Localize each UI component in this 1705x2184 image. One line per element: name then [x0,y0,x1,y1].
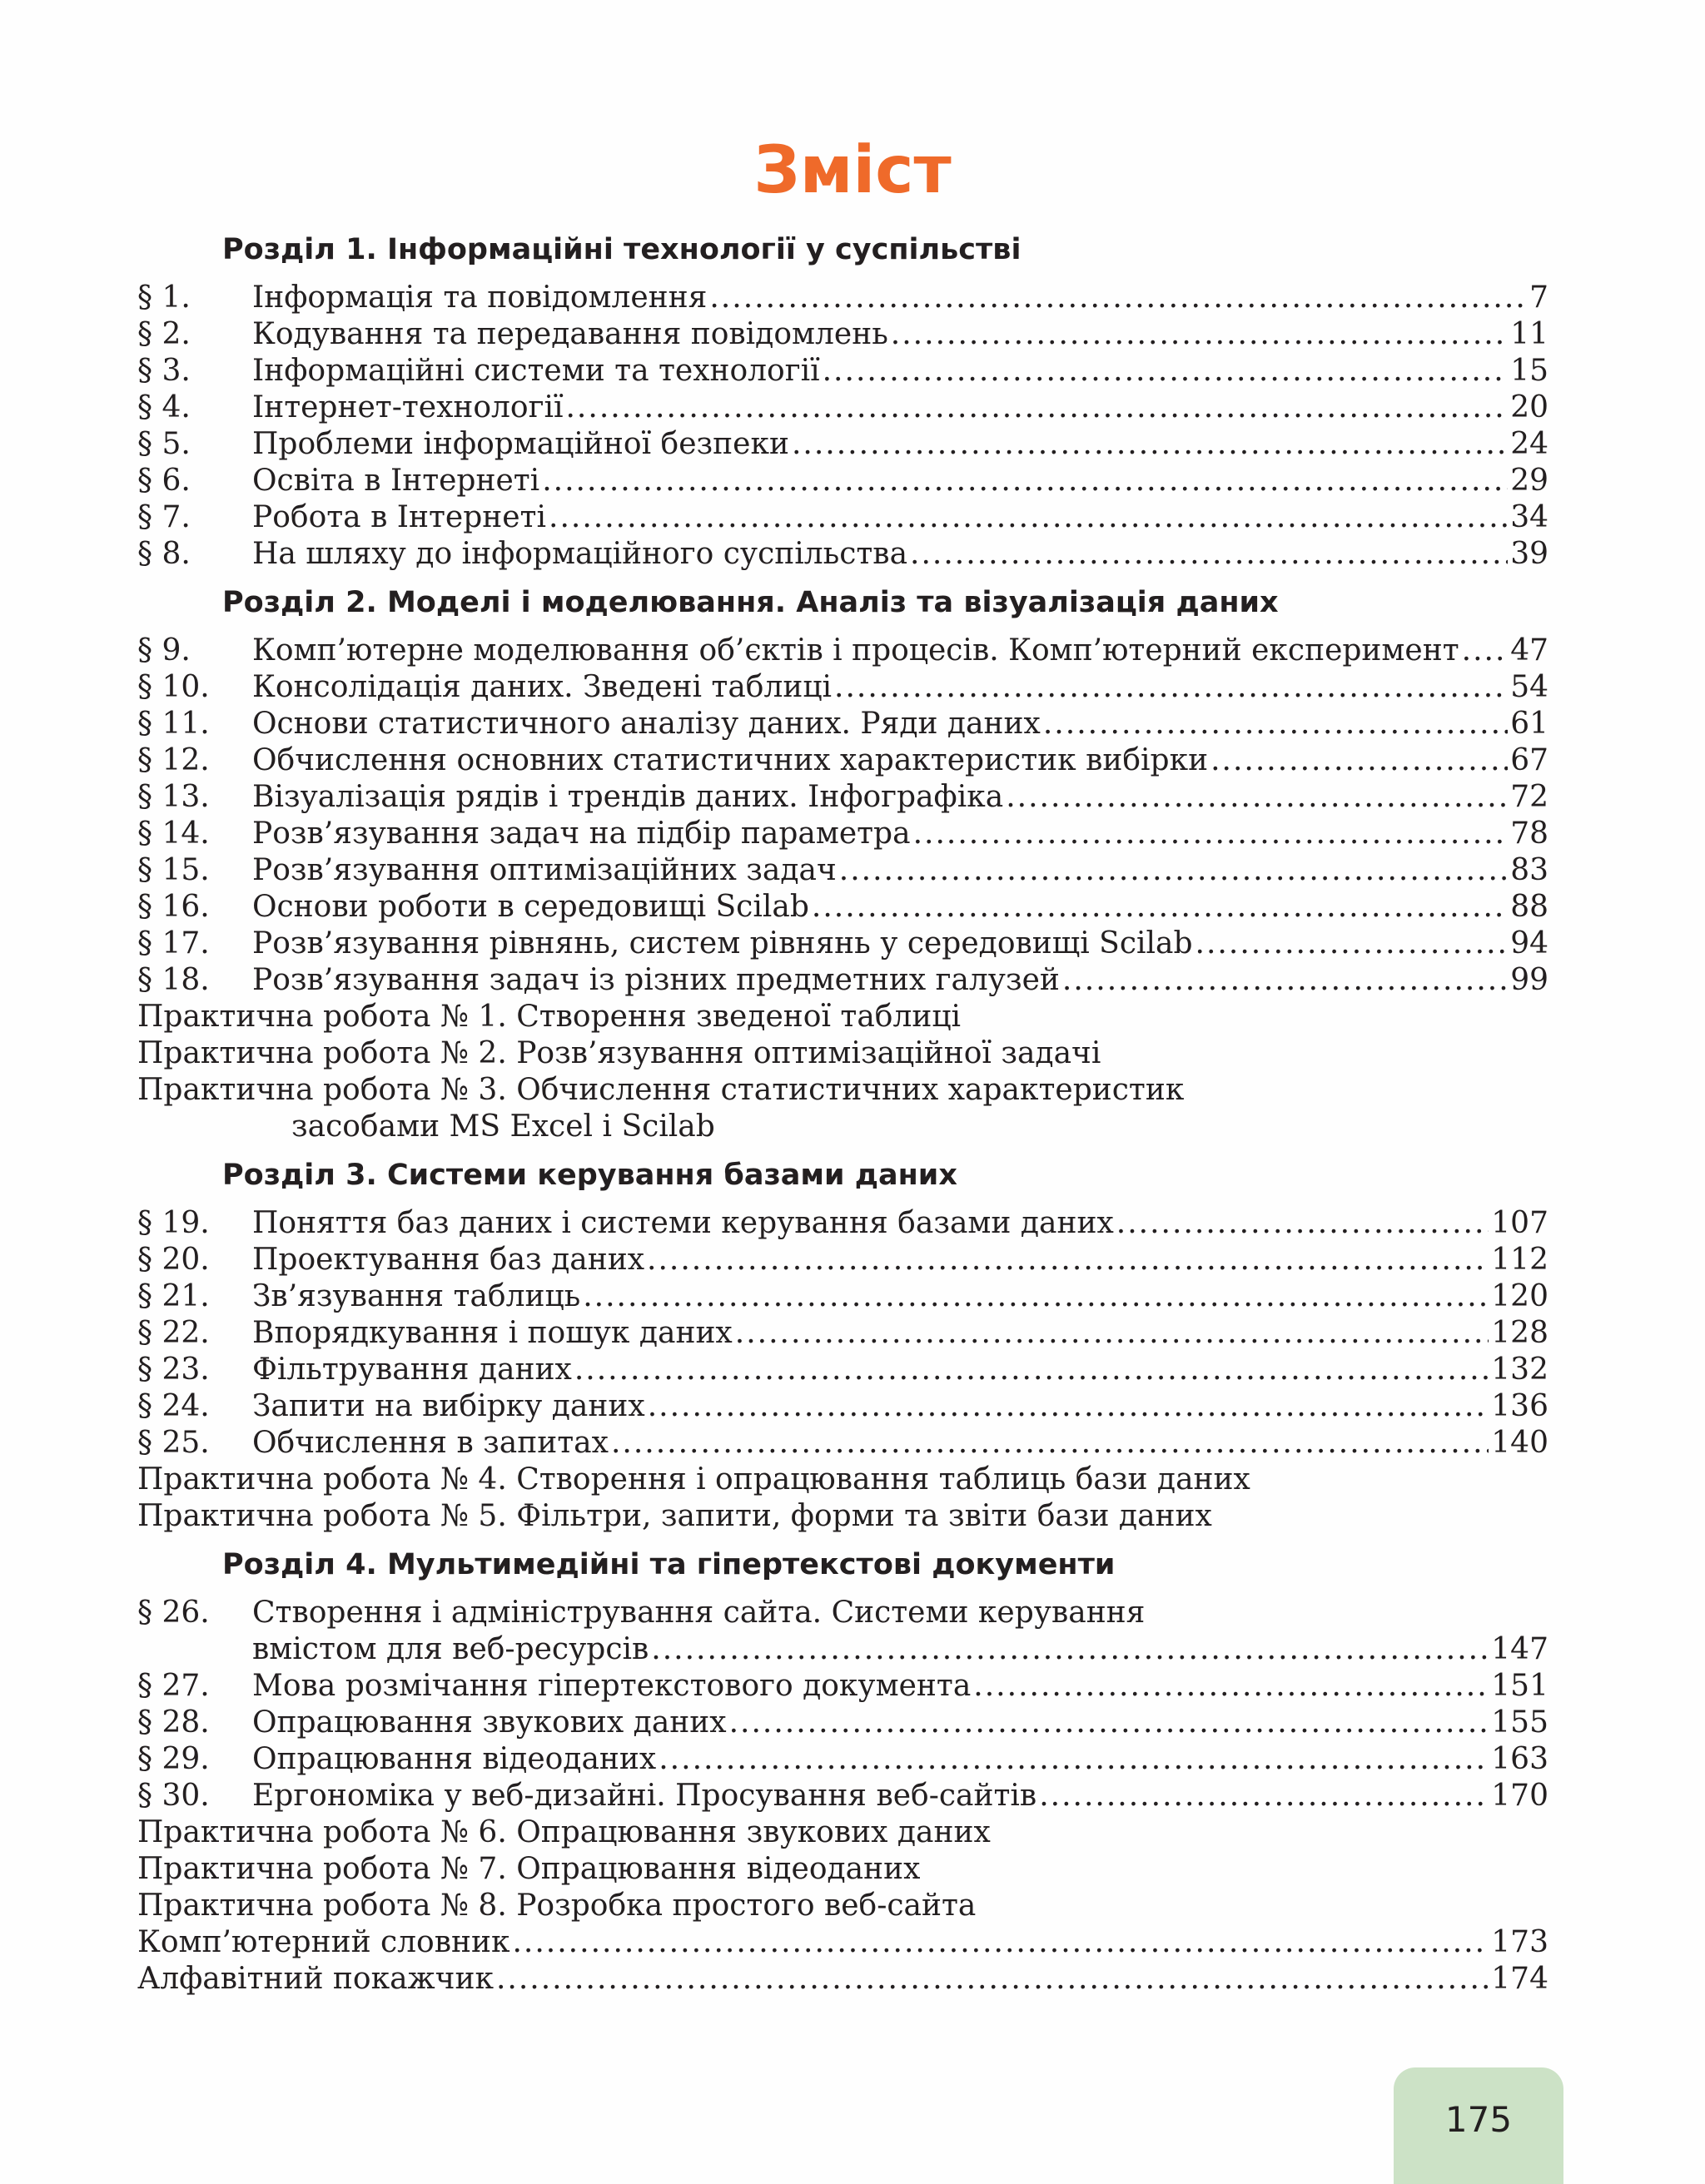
leader-dots [648,1388,1489,1425]
leader-dots [823,353,1509,390]
leader-dots [735,1315,1489,1352]
page-ref: 112 [1491,1243,1548,1277]
page-ref: 170 [1491,1779,1548,1813]
section-heading: Розділ 2. Моделі і моделювання. Аналіз та візуалізація даних [222,586,1279,619]
toc-entry[interactable]: § 24. Запити на вибірку даних ..... 136 [137,1388,1548,1425]
toc-entry[interactable]: § 17. Розв’язування рівнянь, систем рівнянь у середовищі Scilab ..... 94 [137,926,1548,962]
leader-dots [651,1631,1489,1668]
toc-entry[interactable]: § 6. Освіта в Інтернеті ..... 29 [137,463,1548,499]
toc-entry[interactable]: § 14. Розв’язування задач на підбір параметра ..... 78 [137,816,1548,852]
page-ref: 24 [1510,427,1548,461]
toc-entry[interactable]: § 4. Інтернет-технології ..... 20 [137,390,1548,426]
toc-entry[interactable]: § 15. Розв’язування оптимізаційних задач ..... 83 [137,852,1548,889]
toc-entry[interactable]: § 19. Поняття баз даних і системи керування базами даних ..... 107 [137,1205,1548,1242]
page-ref: 99 [1510,963,1548,997]
toc-entry[interactable]: § 11. Основи статистичного аналізу даних. Ряди даних ..... 61 [137,706,1548,742]
toc-entry[interactable]: § 9. Комп’ютерне моделювання об’єктів і процесів. Комп’ютерний експеримент ..... 47 [137,633,1548,669]
leader-dots [729,1705,1489,1741]
leader-dots [496,1961,1489,1998]
page-ref: 20 [1510,390,1548,424]
page-number-tab [1394,2067,1563,2184]
toc-entry[interactable]: § 25. Обчислення в запитах ..... 140 [137,1425,1548,1462]
toc-entry[interactable]: § 2. Кодування та передавання повідомлень ..... 11 [137,316,1548,353]
practical-entry[interactable]: Практична робота № 2. Розв’язування оптимізаційної задачі [137,1036,1101,1070]
leader-dots [512,1924,1489,1961]
toc-entry-continuation[interactable]: вмістом для веб-ресурсів ..... 147 [137,1631,1548,1668]
toc-entry[interactable]: § 5. Проблеми інформаційної безпеки ..... 24 [137,426,1548,463]
page-number: 175 [1444,2099,1513,2140]
page-ref: 39 [1510,537,1548,571]
toc-entry[interactable]: § 12. Обчислення основних статистичних характеристик вибірки ..... 67 [137,742,1548,779]
leader-dots [910,536,1508,573]
page-ref: 72 [1510,780,1548,814]
page-ref: 7 [1529,280,1548,315]
practical-entry[interactable]: Практична робота № 7. Опрацювання відеоданих [137,1852,921,1886]
leader-dots [1462,633,1509,669]
appendix-entry[interactable]: Комп’ютерний словник ..... 173 [137,1924,1548,1961]
toc-entry[interactable]: § 30. Ергономіка у веб-дизайні. Просування веб-сайтів ..... 170 [137,1778,1548,1814]
toc-entry[interactable]: § 27. Мова розмічання гіпертекстового документа ..... 151 [137,1668,1548,1705]
leader-dots [1062,962,1508,999]
leader-dots [1116,1205,1489,1242]
leader-dots [812,889,1508,926]
leader-dots [839,852,1508,889]
leader-dots [1210,742,1508,779]
page-ref: 83 [1510,853,1548,887]
toc-entry[interactable]: § 8. На шляху до інформаційного суспільства ..... 39 [137,536,1548,573]
page-ref: 147 [1491,1632,1548,1666]
page-ref: 78 [1510,817,1548,851]
toc-entry[interactable]: § 21. Зв’язування таблиць ..... 120 [137,1278,1548,1315]
page-title: Зміст [753,133,952,208]
page-ref: 29 [1510,464,1548,498]
page-ref: 155 [1491,1705,1548,1740]
leader-dots [659,1741,1489,1778]
toc-entry[interactable]: § 1. Інформація та повідомлення ..... 7 [137,280,1548,316]
leader-dots [1195,926,1509,962]
page-ref: 11 [1510,317,1548,351]
toc-entry[interactable]: § 26. Створення і адміністрування сайта. Системи керування [137,1596,1146,1630]
toc-entry[interactable]: § 7. Робота в Інтернеті ..... 34 [137,499,1548,536]
page-ref: 107 [1491,1206,1548,1240]
leader-dots [913,816,1509,852]
leader-dots [542,463,1508,499]
section-heading: Розділ 4. Мультимедійні та гіпертекстові документи [222,1548,1116,1581]
page-ref: 136 [1491,1389,1548,1423]
page-ref: 61 [1510,707,1548,741]
toc-entry[interactable]: § 16. Основи роботи в середовищі Scilab ..... 88 [137,889,1548,926]
page-ref: 34 [1510,500,1548,534]
practical-entry[interactable]: Практична робота № 6. Опрацювання звукових даних [137,1815,991,1849]
toc-entry[interactable]: § 22. Впорядкування і пошук даних ..... 128 [137,1315,1548,1352]
section-heading: Розділ 3. Системи керування базами даних [222,1159,957,1192]
leader-dots [1039,1778,1489,1814]
practical-entry[interactable]: Практична робота № 4. Створення і опрацювання таблиць бази даних [137,1462,1250,1497]
leader-dots [1043,706,1508,742]
leader-dots [973,1668,1489,1705]
page-ref: 140 [1491,1426,1548,1460]
leader-dots [647,1242,1489,1278]
toc-entry[interactable]: § 29. Опрацювання відеоданих ..... 163 [137,1741,1548,1778]
page-ref: 120 [1491,1279,1548,1313]
page-ref: 15 [1510,354,1548,388]
leader-dots [565,390,1508,426]
appendix-entry[interactable]: Алфавітний покажчик ..... 174 [137,1961,1548,1998]
page-ref: 163 [1491,1742,1548,1776]
practical-entry[interactable]: Практична робота № 8. Розробка простого веб-сайта [137,1889,977,1923]
leader-dots [792,426,1508,463]
page-ref: 54 [1510,670,1548,704]
toc-entry[interactable]: § 28. Опрацювання звукових даних ..... 155 [137,1705,1548,1741]
toc-entry[interactable]: § 13. Візуалізація рядів і трендів даних. Інфографіка ..... 72 [137,779,1548,816]
toc-entry[interactable]: § 10. Консолідація даних. Зведені таблиці ..... 54 [137,669,1548,706]
practical-entry-continuation: засобами MS Excel і Scilab [291,1109,715,1144]
leader-dots [574,1352,1489,1388]
page-ref: 174 [1491,1962,1548,1996]
page-ref: 173 [1491,1925,1548,1959]
page-ref: 47 [1510,633,1548,668]
toc-entry[interactable]: § 20. Проектування баз даних ..... 112 [137,1242,1548,1278]
leader-dots [709,280,1527,316]
section-heading: Розділ 1. Інформаційні технології у суспільстві [222,233,1022,266]
page-ref: 88 [1510,890,1548,924]
page-ref: 151 [1491,1669,1548,1703]
leader-dots [549,499,1508,536]
page-ref: 132 [1491,1353,1548,1387]
toc-entry[interactable]: § 23. Фільтрування даних ..... 132 [137,1352,1548,1388]
toc-entry[interactable]: § 3. Інформаційні системи та технології ..... 15 [137,353,1548,390]
page-ref: 128 [1491,1316,1548,1350]
practical-entry[interactable]: Практична робота № 1. Створення зведеної таблиці [137,1000,961,1034]
leader-dots [611,1425,1489,1462]
page-ref: 94 [1510,926,1548,960]
practical-entry[interactable]: Практична робота № 5. Фільтри, запити, форми та звіти бази даних [137,1499,1212,1533]
toc-entry[interactable]: § 18. Розв’язування задач із різних предметних галузей ..... 99 [137,962,1548,999]
leader-dots [1006,779,1508,816]
page-ref: 67 [1510,743,1548,777]
leader-dots [891,316,1508,353]
leader-dots [834,669,1508,706]
practical-entry[interactable]: Практична робота № 3. Обчислення статистичних характеристик [137,1073,1185,1107]
leader-dots [583,1278,1489,1315]
